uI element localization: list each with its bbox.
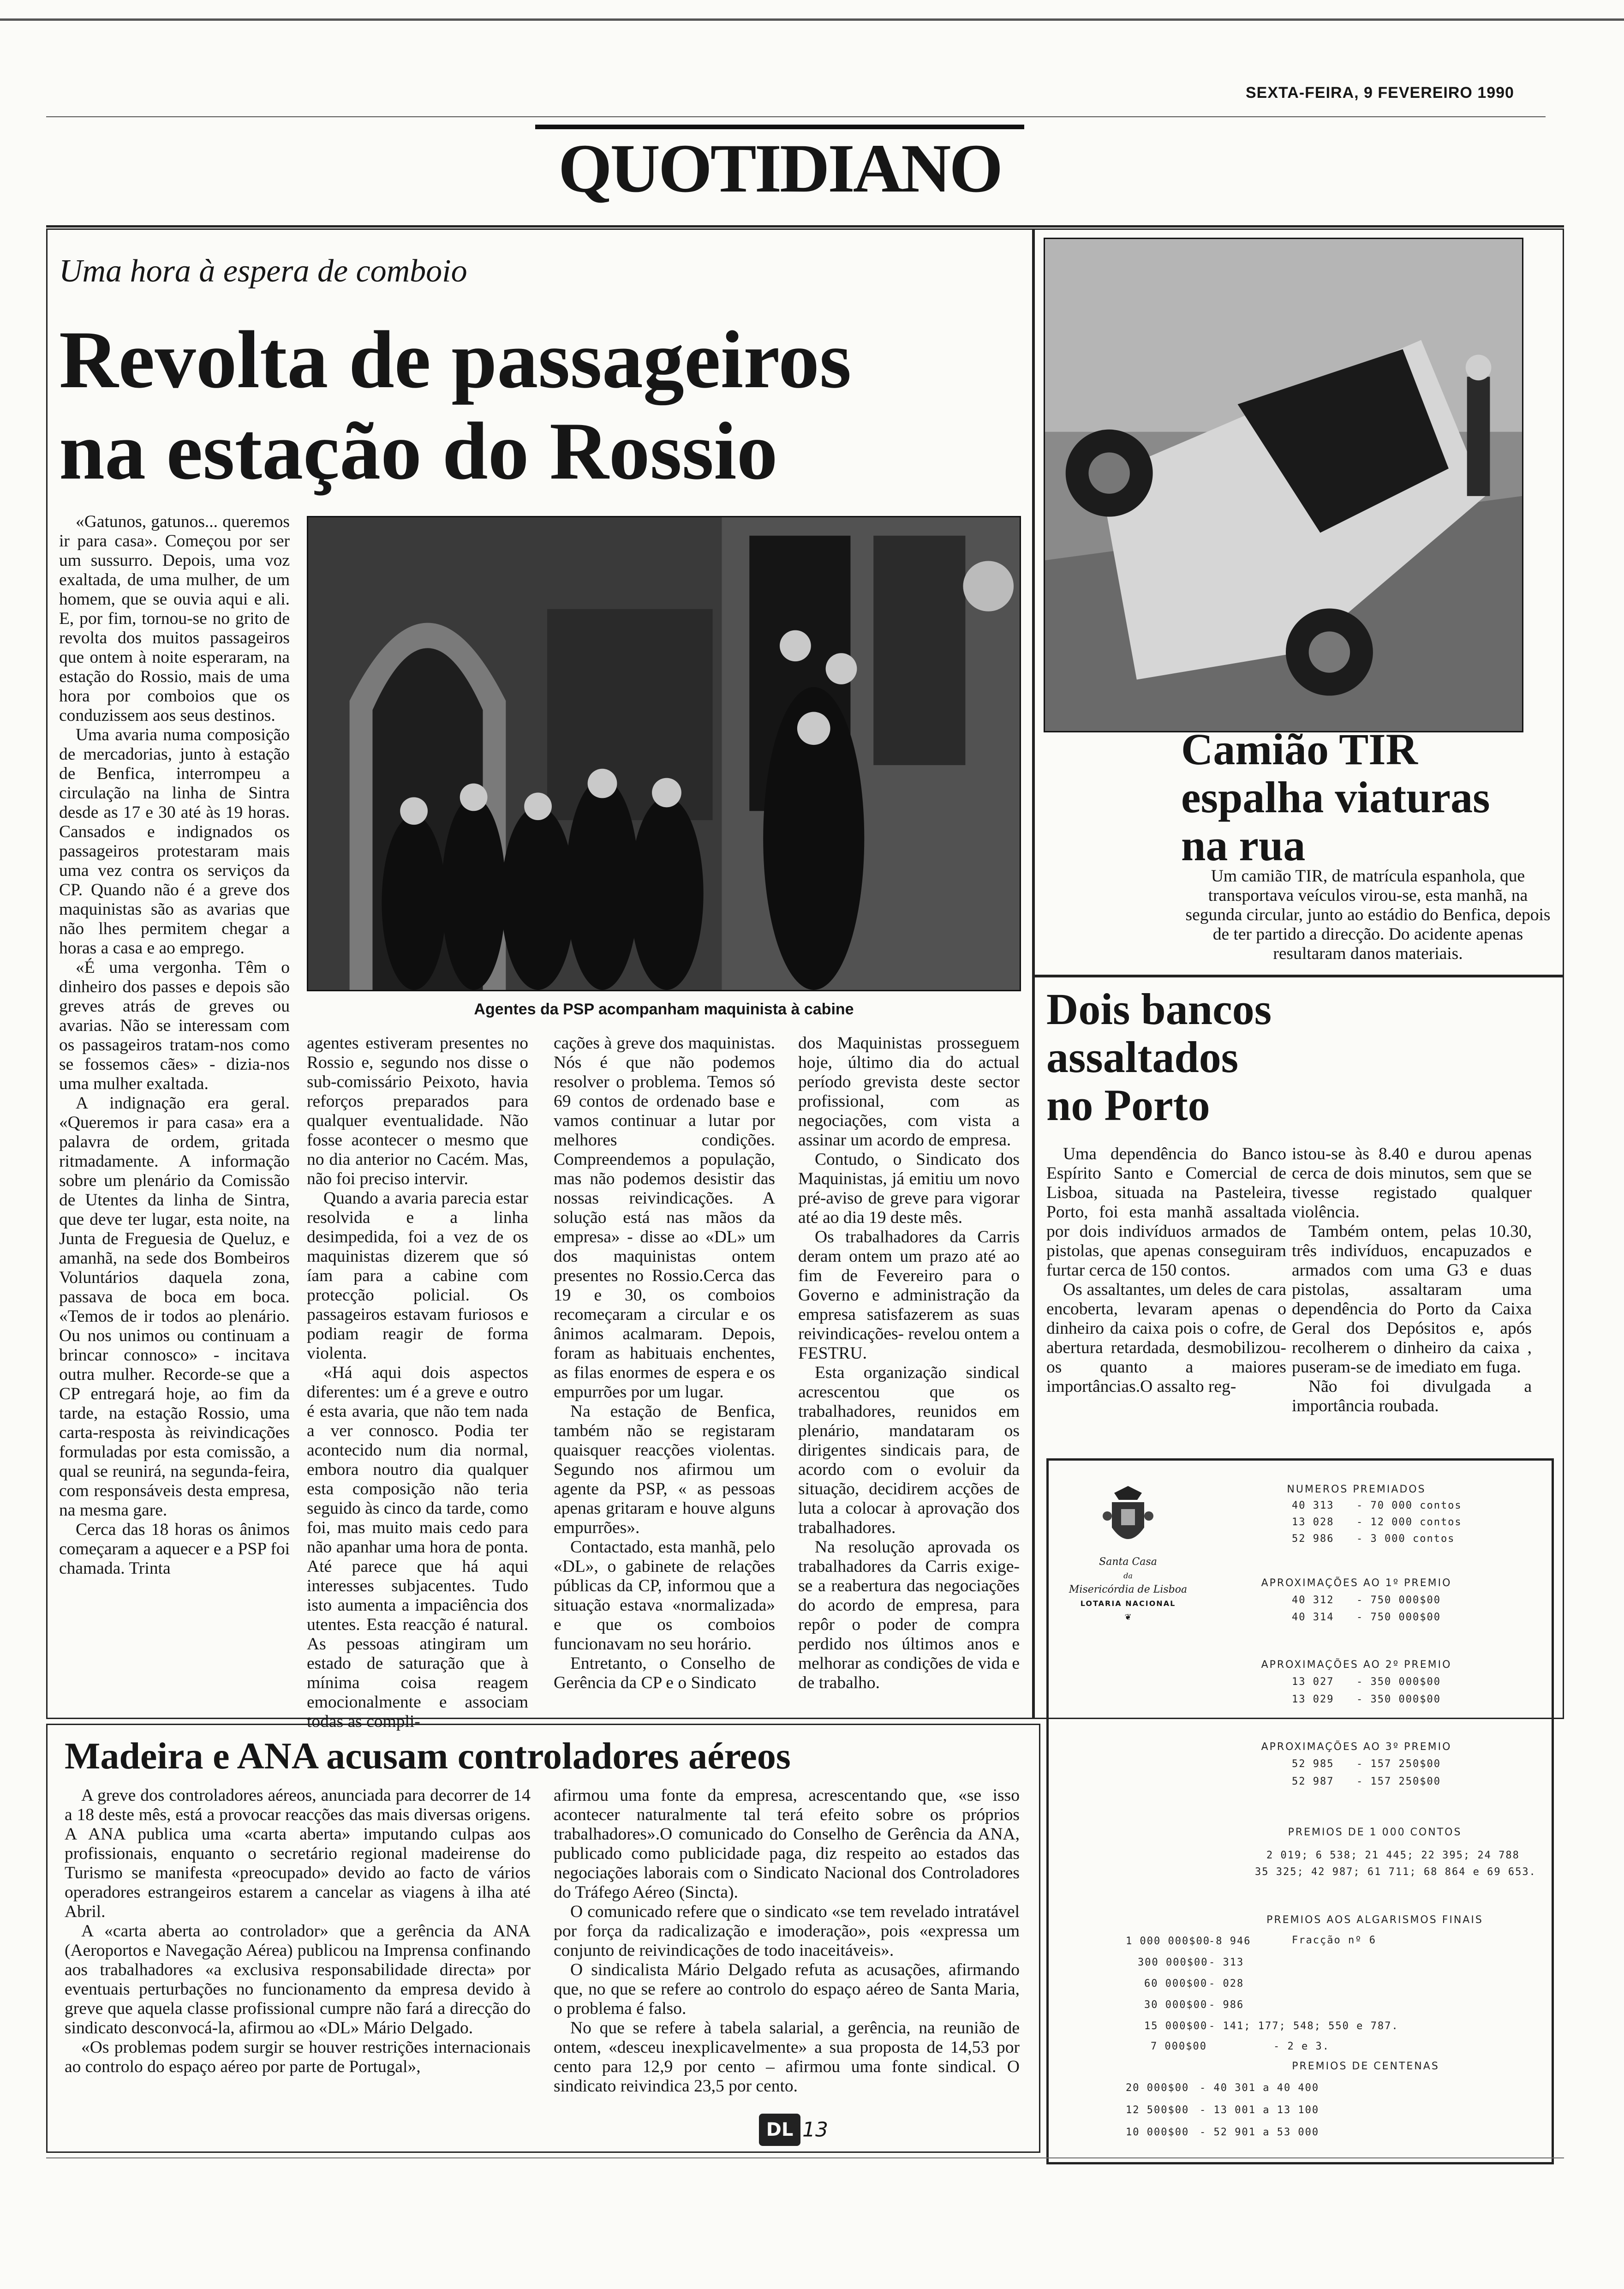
madeira-column-2	[554, 1786, 1020, 2096]
aprox1-num: 40 314	[1292, 1612, 1334, 1623]
crest-icon	[1100, 1484, 1156, 1553]
tir-headline	[1181, 725, 1564, 869]
section-rule-bottom	[46, 225, 1564, 228]
santa-casa-crest	[1100, 1484, 1156, 1553]
porto-headline	[1046, 985, 1554, 1129]
final-prize-term: - 986	[1209, 1999, 1244, 2011]
aprox2-val: - 350 000$00	[1356, 1694, 1441, 1705]
premiado-val: - 12 000 contos	[1356, 1516, 1462, 1528]
madeira-col2-para: afirmou uma fonte da empresa, acrescentando que, «se isso acontecer naturalmente tal terá efeito sobre os próprios trabalhadores».O comunicado do Conselho de Gerência da ANA, publicado como publicidade paga, diz respeito ao estados das negociações laborais com o Sindicato Nacional dos Controladores do Tráfego Aéreo (Sincta).	[554, 1786, 1020, 1902]
final-prize-term: - 028	[1209, 1978, 1244, 1989]
lead-kicker: Uma hora à espera de comboio	[59, 253, 467, 289]
premiado-num: 40 313	[1292, 1500, 1334, 1511]
train-photo-caption: Agentes da PSP acompanham maquinista à cabine	[474, 1001, 854, 1018]
porto-col1-para: Os assaltantes, um deles de cara encoberta, levaram apenas o dinheiro da caixa pois o cofre, de abertura retardada, desmobilizou-os quanto a maiores importâncias.O assalto reg-	[1046, 1280, 1286, 1396]
tir-headline-line-3: na rua	[1181, 821, 1306, 870]
final-prize-val: 60 000$00	[1144, 1978, 1208, 1989]
tir-headline-line-2: espalha viaturas	[1181, 773, 1490, 822]
lead-col2-para: Quando a avaria parecia estar resolvida e a linha desimpedida, foi a vez de os maquinistas dizerem que só íam para a cabine com protecção policial. Os passageiros estavam furiosos e podiam reagir de forma violenta.	[307, 1189, 528, 1363]
final-prize-term: - 313	[1209, 1957, 1244, 1968]
lead-col4-para: Os trabalhadores da Carris deram ontem um prazo até ao fim de Fevereiro para o Governo e administração da empresa satisfazerem as suas reivindicações- revelou ontem a FESTRU.	[798, 1228, 1020, 1363]
aprox2-num: 13 029	[1292, 1694, 1334, 1705]
tir-headline-line-1: Camião TIR	[1181, 725, 1418, 774]
centena-val: 12 500$00	[1126, 2104, 1189, 2116]
fraccao-label: Fracção nº 6	[1292, 1935, 1376, 1946]
porto-col1-para: Uma dependência do Banco Espírito Santo e Comercial de Lisboa, situada na Pasteleira, Porto, foi esta manhã assaltada por dois indivíduos armados de pistolas, que apenas conseguiram furtar cerca de 150 contos.	[1046, 1144, 1286, 1280]
section-title: QUOTIDIANO	[558, 130, 1002, 207]
lead-headline	[59, 314, 1028, 497]
final-prize-term: - 2 e 3.	[1273, 2041, 1330, 2052]
lead-column-4	[798, 1034, 1020, 1693]
lead-col3-para: Na estação de Benfica, também não se registaram quaisquer reacções violentas. Segundo nos afirmou um agente da PSP, « as pessoas apenas gritaram e houve alguns empurrões».	[554, 1402, 775, 1537]
centena-term: - 40 301 a 40 400	[1200, 2082, 1320, 2094]
aprox1-val: - 750 000$00	[1356, 1594, 1441, 1606]
final-prize-val: 30 000$00	[1144, 1999, 1208, 2011]
lead-col3-para: Entretanto, o Conselho de Gerência da CP e o Sindicato	[554, 1654, 775, 1692]
aprox3-val: - 157 250$00	[1356, 1776, 1441, 1787]
madeira-headline: Madeira e ANA acusam controladores aéreos	[65, 1735, 791, 1777]
centena-term: - 13 001 a 13 100	[1200, 2104, 1320, 2116]
centena-term: - 52 901 a 53 000	[1200, 2127, 1320, 2138]
lead-col1-para: «Gatunos, gatunos... queremos ir para casa». Começou por ser um sussurro. Depois, uma voz exaltada, de uma mulher, de um homem, que se ouvia aqui e ali. E, por fim, tornou-se no grito de revolta dos muitos passageiros que ontem à noite esperaram, na estação do Rossio, mais de uma hora por comboios que os conduzissem aos seus destinos.	[59, 512, 290, 725]
porto-col2-para: Também ontem, pelas 10.30, três indivíduos, encapuzados e armados com uma G3 e duas pistolas, assaltaram uma dependência do Porto da Caixa Geral dos Depósitos e, após recolherem o dinheiro da caixa , puseram-se de imediato em fuga.	[1292, 1222, 1532, 1377]
aprox2-num: 13 027	[1292, 1676, 1334, 1688]
lead-col4-para: Contudo, o Sindicato dos Maquinistas, já emitiu um novo pré-aviso de greve para vigorar até ao dia 19 deste mês.	[798, 1150, 1020, 1227]
porto-headline-line-3: no Porto	[1046, 1080, 1210, 1130]
logo-line-3: Misericórdia de Lisboa	[1069, 1584, 1188, 1595]
premiado-num: 13 028	[1292, 1516, 1334, 1528]
madeira-col2-para: O sindicalista Mário Delgado refuta as acusações, afirmando que, no que se refere ao controlo do espaço aéreo de Santa Maria, o problema é falso.	[554, 1960, 1020, 2018]
final-prize-val: 7 000$00	[1151, 2041, 1207, 2052]
porto-headline-line-2: assaltados	[1046, 1032, 1239, 1082]
aprox2-heading: APROXIMAÇÕES AO 2º PREMIO	[1261, 1659, 1452, 1671]
porto-headline-line-1: Dois bancos	[1046, 984, 1272, 1034]
section-rule-top	[535, 125, 1024, 129]
mil-contos-line: 35 325; 42 987; 61 711; 68 864 e 69 653.	[1255, 1866, 1536, 1878]
final-prize-val: 300 000$00	[1138, 1957, 1208, 1968]
lead-headline-line-1: Revolta de passageiros	[59, 314, 852, 405]
lead-col1-para: Uma avaria numa composição de mercadorias, junto à estação de Benfica, interrompeu a circulação na linha de Sintra desde as 17 e 30 até às 19 horas. Cansados e indignados os passageiros protestaram mais uma vez contra os serviços da CP. Quando não é a greve dos maquinistas são as avarias que não lhes permitem chegar a horas a casa e ao emprego.	[59, 725, 290, 958]
final-prize-term: -8 946	[1209, 1935, 1251, 1947]
aprox1-num: 40 312	[1292, 1594, 1334, 1606]
final-prize-term: - 141; 177; 548; 550 e 787.	[1209, 2020, 1399, 2032]
lead-column-2	[307, 1034, 528, 1732]
tir-body: Um camião TIR, de matrícula espanhola, que transportava veículos virou-se, esta manhã, na segunda circular, junto ao estádio do Benfica, depois de ter partido a direcção. Do acidente apenas resultaram danos materiais.	[1185, 867, 1551, 963]
logo-ornament-icon: ❦	[1124, 1612, 1132, 1622]
final-prize-val: 15 000$00	[1144, 2020, 1208, 2032]
porto-column-2	[1292, 1144, 1532, 1416]
porto-col2-para: istou-se às 8.40 e durou apenas cerca de dois minutos, sem que se tivesse registado qualquer violência.	[1292, 1144, 1532, 1222]
santa-casa-logo-text	[1061, 1555, 1195, 1624]
aprox1-val: - 750 000$00	[1356, 1612, 1441, 1623]
mil-contos-heading: PREMIOS DE 1 000 CONTOS	[1288, 1827, 1462, 1838]
lead-col2-para: agentes estiveram presentes no Rossio e, segundo nos disse o sub-comissário Peixoto, havia reforços preparados para qualquer eventualidade. Não fosse acontecer o mesmo que no dia anterior no Cacém. Mas, não foi preciso intervir.	[307, 1034, 528, 1188]
aprox1-heading: APROXIMAÇÕES AO 1º PREMIO	[1261, 1577, 1452, 1589]
madeira-col1-para: A «carta aberta ao controlador» que a gerência da ANA (Aeroportos e Navegação Aérea) publicou na Imprensa confinando aos trabalhadores «a exclusiva responsabilidade directa» por eventuais perturbações no funcionamento da empresa devido à greve que aquela classe profissional cumpre não fará a direcção do sindicato desconvocá-la, afirmou ao «DL» Mário Delgado.	[65, 1922, 531, 2037]
lead-col1-para: A indignação era geral. «Queremos ir para casa» era a palavra de ordem, gritada ritmadamente. A informação sobre um plenário da Comissão de Utentes da linha de Sintra, que deve ter lugar, esta noite, na Junta de Freguesia de Queluz, e amanhã, na sede dos Bombeiros Voluntários daquela zona, passava de boca em boca. «Temos de ir todos ao plenário. Ou nos unimos ou continuam a brincar connosco» - incitava outra mulher. Recorde-se que a CP entregará hoje, ao fim da tarde, na estação Rossio, uma carta-resposta às reivindicações formuladas por esta comissão, a qual se reunirá, na segunda-feira, com responsáveis desta empresa, na mesma gare.	[59, 1094, 290, 1520]
finais-heading: PREMIOS AOS ALGARISMOS FINAIS	[1266, 1914, 1483, 1926]
issue-date: SEXTA-FEIRA, 9 FEVEREIRO 1990	[1246, 84, 1514, 102]
aprox3-val: - 157 250$00	[1356, 1758, 1441, 1770]
centena-val: 10 000$00	[1126, 2127, 1189, 2138]
premiado-val: - 70 000 contos	[1356, 1500, 1462, 1511]
page-number	[743, 2114, 844, 2160]
porto-column-1	[1046, 1144, 1286, 1396]
lead-col2-para: «Há aqui dois aspectos diferentes: um é a greve e outro é esta avaria, que não tem nada a ver connosco. Podia ter acontecido num dia normal, embora noutro dia qualquer esta composição não teria seguido às cinco da tarde, como foi, mas muito mais cedo para não apanhar uma hora de ponta. Até parece que há aqui interesses subjacentes. Tudo isto aumenta a impaciência dos utentes. Esta reacção é natural. As pessoas atingiram um estado de saturação que à mínima coisa reagem emocionalmente e associam todas as compli-	[307, 1363, 528, 1731]
premiados-heading: NUMEROS PREMIADOS	[1287, 1484, 1426, 1495]
porto-col2-para: Não foi divulgada a importância roubada.	[1292, 1377, 1532, 1415]
final-prize-val: 1 000 000$00	[1126, 1935, 1210, 1947]
madeira-col2-para: No que se refere à tabela salarial, a gerência, na reunião de ontem, «desceu inexplicavelmente» a sua proposta de 14,53 por cento para 12,9 por cento – afirmou uma fonte sindical. O sindicato reivindica 23,5 por cento.	[554, 2019, 1020, 2096]
lead-col4-para: Esta organização sindical acrescentou que os trabalhadores, reunidos em plenário, mandataram os dirigentes sindicais para, de acordo com o evoluir da situação, decidirem acções de luta a colocar à aprovação dos trabalhadores.	[798, 1363, 1020, 1537]
lead-col4-para: Na resolução aprovada os trabalhadores da Carris exige-se a reabertura das negociações do acordo de empresa, para repôr o poder de compra perdido nos últimos anos e melhorar as condições de vida e de trabalho.	[798, 1538, 1020, 1692]
aprox2-val: - 350 000$00	[1356, 1676, 1441, 1688]
centenas-heading: PREMIOS DE CENTENAS	[1292, 2061, 1439, 2072]
aprox3-num: 52 985	[1292, 1758, 1334, 1770]
logo-line-1: Santa Casa	[1099, 1556, 1157, 1568]
lead-col4-para: dos Maquinistas prosseguem hoje, último dia do actual período grevista deste sector profissional, com as negociações, com vista a assinar um acordo de empresa.	[798, 1034, 1020, 1150]
date-rule	[46, 116, 1546, 117]
lead-col3-para: Contactado, esta manhã, pelo «DL», o gabinete de relações públicas da CP, informou que a situação estava «normalizada» e que os comboios funcionavam no seu horário.	[554, 1538, 775, 1654]
madeira-col1-para: A greve dos controladores aéreos, anunciada para decorrer de 14 a 18 deste mês, está a provocar reacções das mais diversas origens. A ANA publica uma «carta aberta» imputando culpas aos profissionais, enquanto o secretário regional madeirense do Turismo se manifesta «preocupado» devido ao facto de vários operadores estrangeiros estarem a cancelar as viagens à ilha até Abril.	[65, 1786, 531, 1921]
lead-column-3	[554, 1034, 775, 1693]
madeira-column-1	[65, 1786, 531, 2077]
page-number-text: 13	[802, 2118, 828, 2142]
lead-col3-para: cações à greve dos maquinistas. Nós é que não podemos resolver o problema. Temos só 69 contos de ordenado base e vamos continuar a lutar por melhores condições. Compreendemos a população, mas não podemos desistir das nossas reivindicações. A solução está nas mãos da empresa» - disse ao «DL» um dos maquinistas ontem presentes no Rossio.Cerca das 19 e 30, os comboios recomeçaram a circular e os ânimos acalmaram. Depois, foram as habituais enchentes, as filas enormes de espera e os empurrões por um lugar.	[554, 1034, 775, 1402]
lead-col1-para: Cerca das 18 horas os ânimos começaram a aquecer e a PSP foi chamada. Trinta	[59, 1520, 290, 1578]
centena-val: 20 000$00	[1126, 2082, 1189, 2094]
overturned-car-photo	[1044, 238, 1523, 732]
premiado-val: - 3 000 contos	[1356, 1533, 1455, 1545]
train-station-photo	[307, 516, 1021, 991]
dl-logo-icon: DL	[759, 2114, 800, 2146]
madeira-col1-para: «Os problemas podem surgir se houver restrições internacionais ao controlo do espaço aéreo por parte de Portugal»,	[65, 2038, 531, 2076]
aprox3-num: 52 987	[1292, 1776, 1334, 1787]
mil-contos-line: 2 019; 6 538; 21 445; 22 395; 24 788	[1266, 1850, 1520, 1861]
top-rule	[0, 18, 1624, 21]
lead-headline-line-2: na estação do Rossio	[59, 405, 778, 497]
logo-line-2: da	[1123, 1571, 1133, 1580]
aprox3-heading: APROXIMAÇÕES AO 3º PREMIO	[1261, 1741, 1452, 1753]
lead-col1-para: «É uma vergonha. Têm o dinheiro dos passes e depois são greves atrás de greves ou avarias. Não se interessam com os passageiros tratam-nos como se fossemos cães» - dizia-nos uma mulher exaltada.	[59, 958, 290, 1093]
premiado-num: 52 986	[1292, 1533, 1334, 1545]
madeira-col2-para: O comunicado refere que o sindicato «se tem revelado intratável por força da radicalização e imoderação», pois «expressa um conjunto de reivindicações de todo inaceitáveis».	[554, 1902, 1020, 1960]
logo-line-4: LOTARIA NACIONAL	[1080, 1599, 1176, 1608]
lead-column-1	[59, 512, 290, 1578]
